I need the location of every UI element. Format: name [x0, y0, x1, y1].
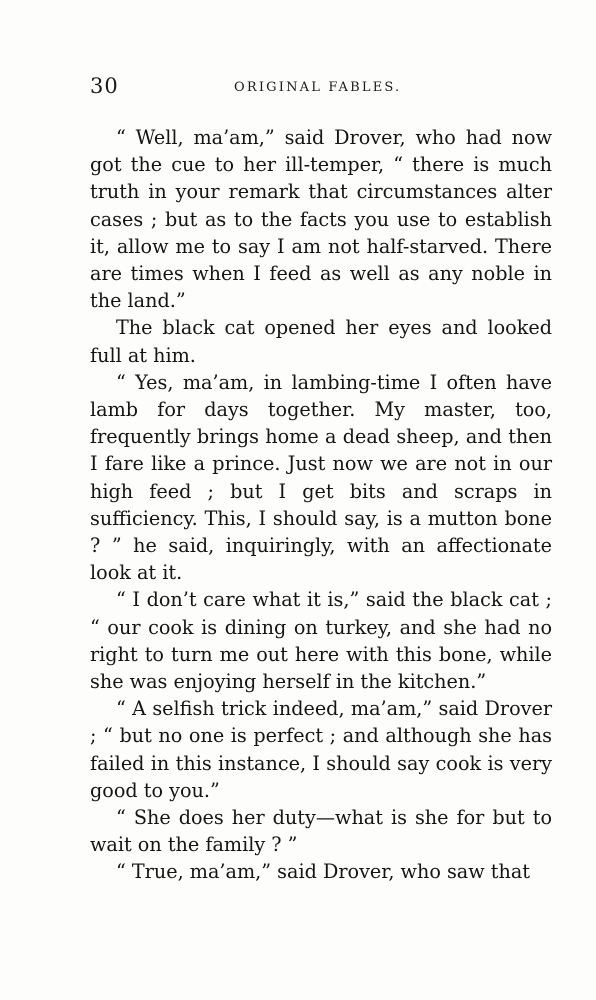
paragraph: “ She does her duty—what is she for but to wait on the family ? ” [90, 806, 552, 857]
body-text [90, 124, 552, 886]
running-head: ORIGINAL FABLES. [234, 80, 402, 95]
paragraph: “ I don’t care what it is,” said the black cat ; “ our cook is dining on turkey, and she had no right to turn me out here with this bone, while she was enjoying herself in the kitchen.” [90, 588, 552, 694]
page-number: 30 [90, 74, 119, 98]
paragraph: The black cat opened her eyes and looked full at him. [90, 316, 552, 367]
paragraph: “ True, ma’am,” said Drover, who saw that [116, 860, 530, 884]
paragraph: “ A selfish trick indeed, ma’am,” said Drover ; “ but no one is perfect ; and although she has failed in this instance, I should say cook is very good to you.” [90, 697, 552, 802]
paragraph: “ Yes, ma’am, in lambing-time I often have lamb for days together. My master, too, frequently brings home a dead sheep, and then I fare like a prince. Just now we are not in our high feed ; but I get bits and scraps in sufficiency. This, I should say, is a mutton bone ? ” he said, inquiringly, with an affectionate look at it. [90, 370, 552, 585]
paragraph: “ Well, ma’am,” said Drover, who had now got the cue to her ill-temper, “ there is much truth in your remark that circumstances alter cases ; but as to the facts you use to establish it, allow me to say I am not half-starved. There are times when I feed as well as any noble in the land.” [90, 126, 552, 313]
page-header [90, 74, 552, 98]
